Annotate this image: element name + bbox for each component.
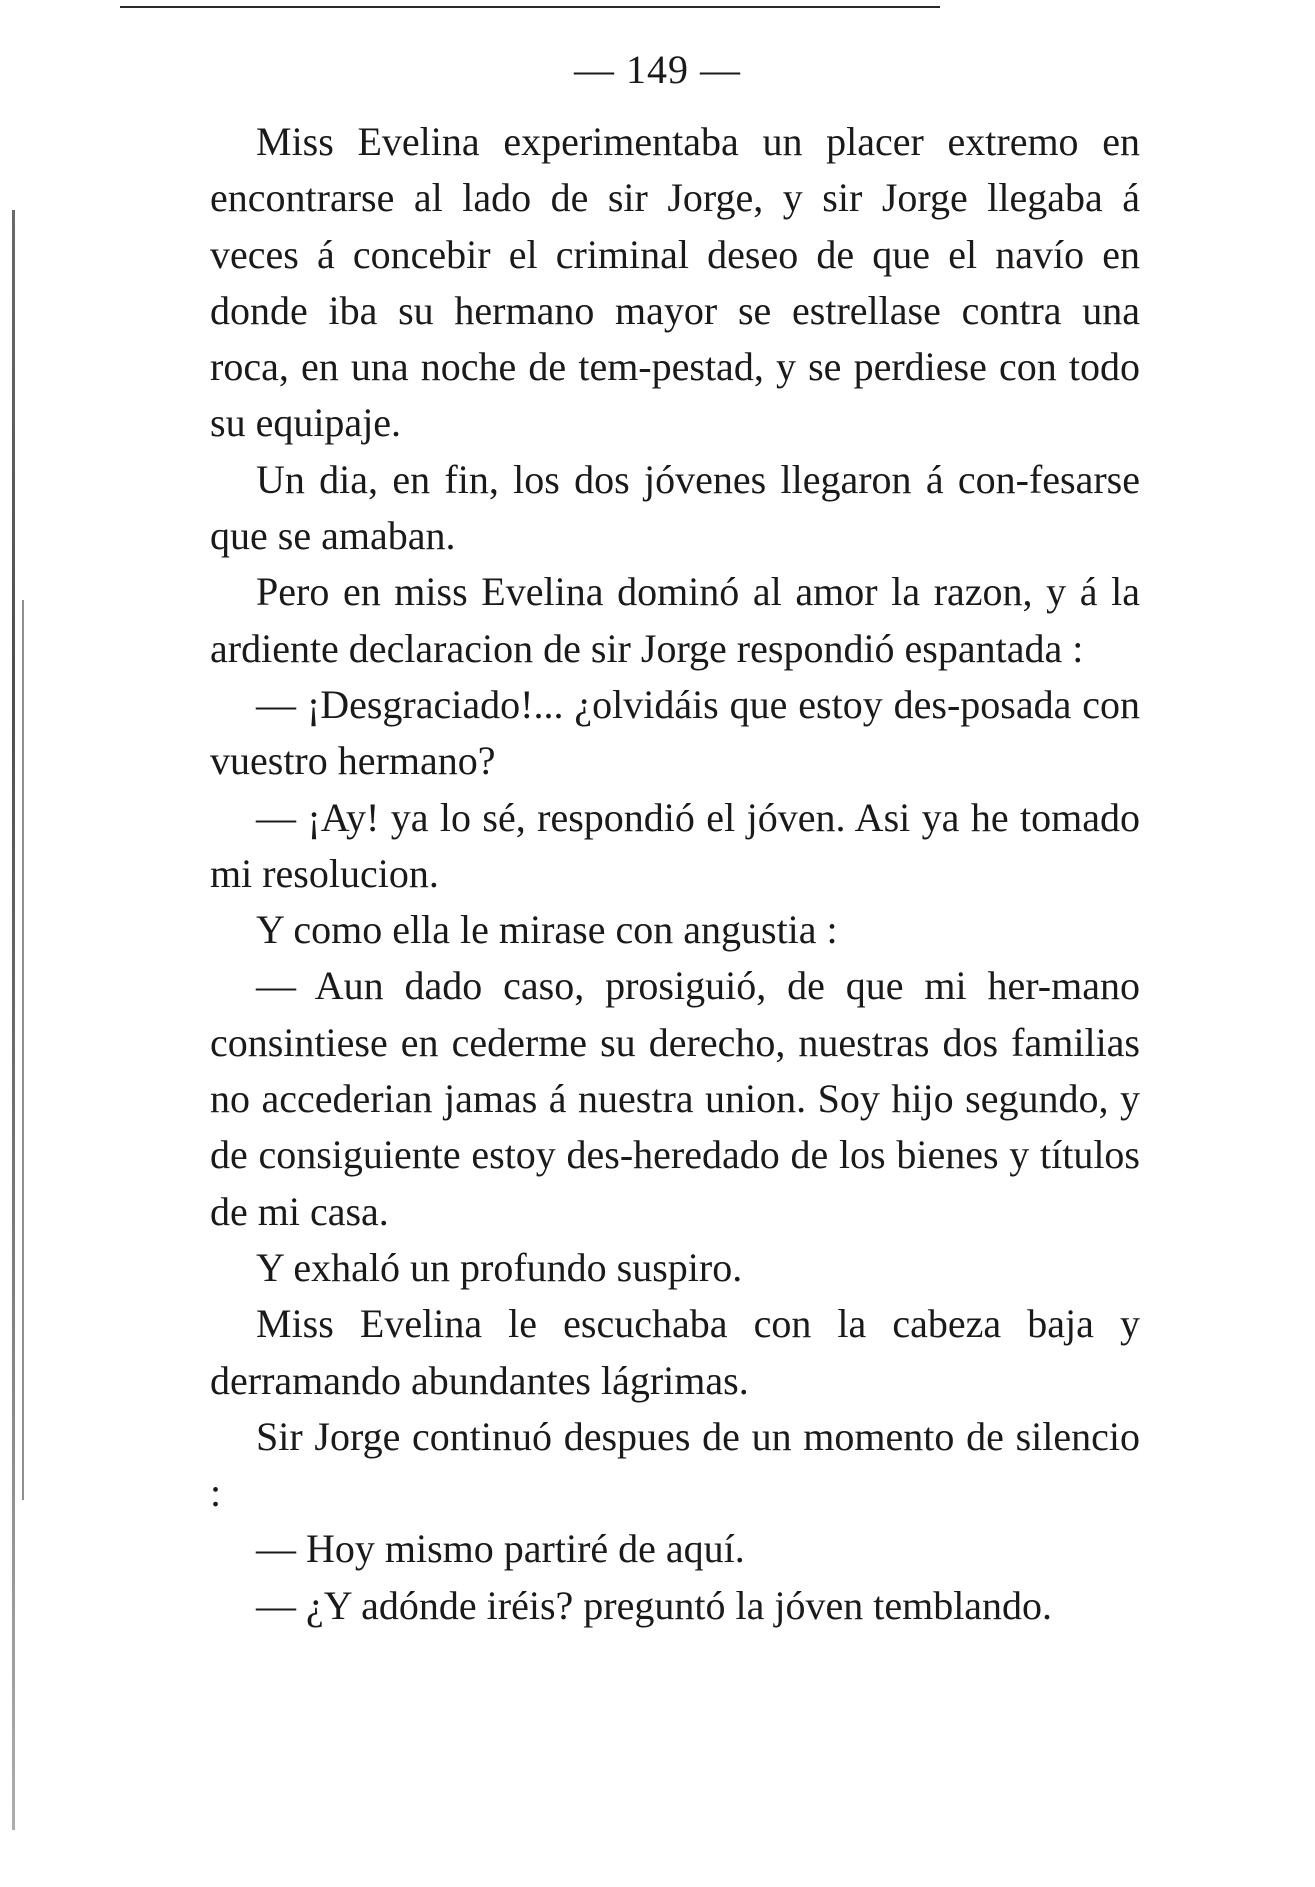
top-rule (120, 6, 940, 8)
paragraph: Y como ella le mirase con angustia : (256, 907, 838, 953)
dialogue-paragraph: — ¿Y adónde iréis? preguntó la jóven temblando. (256, 1582, 1053, 1628)
page-edge-shadow (12, 210, 15, 1830)
dialogue-paragraph: — Aun dado caso, prosiguió, de que mi her-mano consintiese en cederme su derecho, nuestras dos familias no accederian jamas á nuestra union. Soy hijo segundo, y de consiguiente estoy des-heredado de los bienes y títulos de mi casa. (210, 963, 1140, 1234)
paragraph: Miss Evelina experimentaba un placer extremo en encontrarse al lado de sir Jorge, y sir Jorge llegaba á veces á concebir el criminal deseo de que el navío en donde iba su hermano mayor se estrellase contra una roca, en una noche de tem-pestad, y se perdiese con todo su equipaje. (210, 119, 1140, 446)
page-number: — 149 — (574, 47, 741, 92)
body-text (210, 114, 1140, 1634)
dialogue-paragraph: — ¡Ay! ya lo sé, respondió el jóven. Asi ya he tomado mi resolucion. (210, 794, 1140, 896)
paragraph: Pero en miss Evelina dominó al amor la razon, y á la ardiente declaracion de sir Jorge respondió espantada : (210, 569, 1140, 671)
paragraph: Sir Jorge continuó despues de un momento de silencio : (210, 1413, 1140, 1516)
dialogue-paragraph: — ¡Desgraciado!... ¿olvidáis que estoy des-posada con vuestro hermano? (210, 681, 1140, 784)
dialogue-paragraph: — Hoy mismo partiré de aquí. (256, 1526, 745, 1572)
paragraph: Y exhaló un profundo suspiro. (256, 1244, 743, 1290)
page-edge-shadow-inner (22, 600, 24, 1500)
paragraph: Miss Evelina le escuchaba con la cabeza baja y derramando abundantes lágrimas. (210, 1301, 1140, 1403)
paragraph: Un dia, en fin, los dos jóvenes llegaron á con-fesarse que se amaban. (210, 456, 1140, 559)
